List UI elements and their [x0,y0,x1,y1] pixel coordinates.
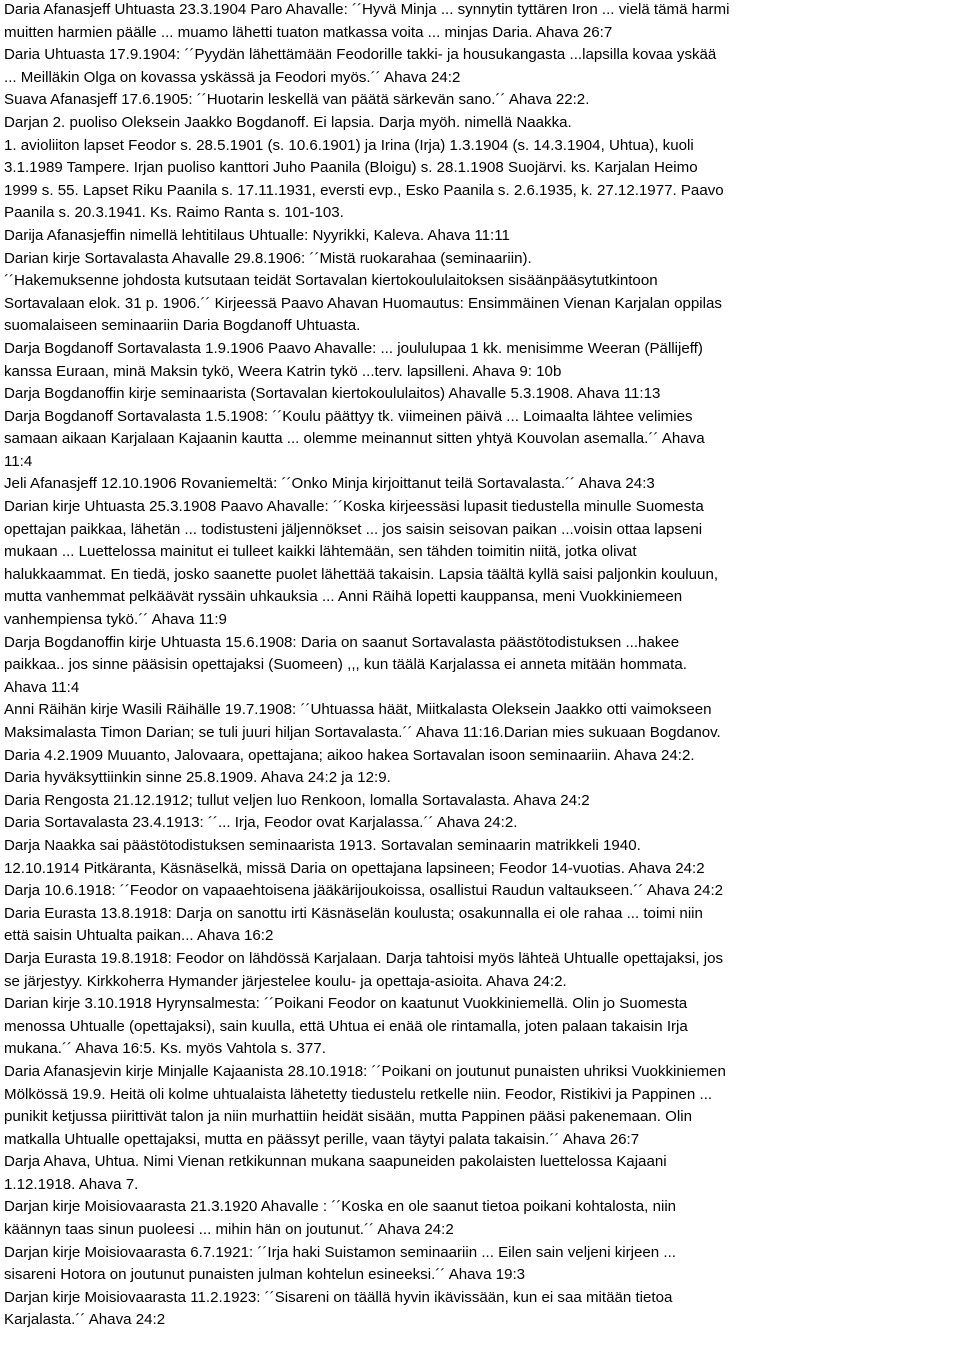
text-line: vanhempiensa tykö.´´ Ahava 11:9 [4,611,227,629]
text-line: 1. avioliiton lapset Feodor s. 28.5.1901 (s. 10.6.1901) ja Irina (Irja) 1.3.1904 (s. 14.3.1904, Uhtua), kuoli [4,136,694,154]
text-line: kanssa Euraan, minä Maksin tykö, Weera Katrin tykö ...terv. lapsilleni. Ahava 9: 10b [4,362,562,380]
text-line: Mölkössä 19.9. Heitä oli kolme uhtualaista lähetetty tiedustelu retkelle niin. Feodor, Ristikivi ja Pappinen ... [4,1085,713,1103]
text-line: paikkaa.. jos sinne pääsisin opettajaksi (Suomeen) ,,, kun täälä Karjalassa ei anneta mitään hommata. [4,656,687,674]
document-page [4,0,958,1332]
text-line: se järjestyy. Kirkkoherra Hymander järjesteleе koulu- ja opettaja-asioita. Ahava 24:2. [4,972,567,990]
text-line: Maksimalasta Timon Darian; se tuli juuri hiljan Sortavalasta.´´ Ahava 11:16.Darian mies sukuaan Bogdanov. [4,724,721,741]
text-line: Daria Rengosta 21.12.1912; tullut veljen luo Renkoon, lomalla Sortavalasta. Ahava 24:2 [4,791,590,809]
text-line: suomalaiseen seminaariin Daria Bogdanoff Uhtuasta. [4,317,361,335]
text-line: Darja Bogdanoffin kirje seminaarista (Sortavalan kiertokoululaitos) Ahavalle 5.3.1908. Ahava 11:13 [4,385,661,403]
text-line: Darja Eurasta 19.8.1918: Feodor on lähdössä Karjalaan. Darja tahtoisi myös lähteä Uhtualle opettajaksi, jos [4,949,724,967]
text-line: Daria Uhtuasta 17.9.1904: ´´Pyydän lähettämään Feodorille takki- ja housukangasta ...lapsilla kovaa yskää [4,46,717,64]
text-line: Darja Ahava, Uhtua. Nimi Vienan retkikunnan mukana saapuneiden pakolaisten luettelossa Kajaani [4,1153,667,1171]
text-line: Darja 10.6.1918: ´´Feodor on vapaaehtoisena jääkärijoukoissa, osallistui Raudun valtaukseen.´´ Ahava 24:2 [4,882,724,900]
text-line: ´´Hakemuksenne johdosta kutsutaan teidät Sortavalan kiertokoululaitoksen sisäänpääsytutkintoon [4,272,658,290]
text-line: Daria Eurasta 13.8.1918: Darja on sanottu irti Käsnäselän koulusta; osakunnalla ei ole rahaa ... toimi niin [4,904,703,922]
text-line: samaan aikaan Karjalaan Kajaanin kautta ... olemme meinannut sitten yhtyä Kouvolan asemalla.´´ Ahava [4,430,705,448]
text-line: Darja Bogdanoff Sortavalasta 1.5.1908: ´´Koulu päättyy tk. viimeinen päivä ... Loimaalta lähtee velimies [4,407,693,425]
text-line: 1999 s. 55. Lapset Riku Paanila s. 17.11.1931, eversti evp., Esko Paanila s. 2.6.1935, k. 27.12.1977. Paavo [4,181,724,199]
text-line: mutta vanhemmat pelkäävät ryssäin uhkauksia ... Anni Räihä lopetti kauppansa, meni Vuokkiniemeen [4,588,683,606]
text-line: 12.10.1914 Pitkäranta, Käsnäselkä, missä Daria on opettajana lapsineen; Feodor 14-vuotias. Ahava 24:2 [4,859,705,877]
text-line: Ahava 11:4 [4,678,80,696]
text-line: käännyn taas sinun puoleesi ... mihin hän on joutunut.´´ Ahava 24:2 [4,1221,454,1239]
text-line: ... Meilläkin Olga on kovassa yskässä ja Feodori myös.´´ Ahava 24:2 [4,68,461,86]
text-line: sisareni Hotora on joutunut punaisten julman kohtelun esineeksi.´´ Ahava 19:3 [4,1266,526,1284]
text-line: muitten harmien päälle ... muamo lähetti tuaton matkassa voita ... minjas Daria. Ahava 26:7 [4,23,613,41]
text-line: 3.1.1989 Tampere. Irjan puoliso kanttori Juho Paanila (Bloigu) s. 28.1.1908 Suojärvi. ks. Karjalan Heimo [4,159,698,177]
text-line: Darija Afanasjeffin nimellä lehtitilaus Uhtualle: Nyyrikki, Kaleva. Ahava 11:11 [4,226,510,244]
text-line: että saisin Uhtualta paikan... Ahava 16:2 [4,927,274,945]
text-line: Darja Bogdanoffin kirje Uhtuasta 15.6.1908: Daria on saanut Sortavalasta päästötodistuksen ...hakee [4,633,680,651]
text-line: opettajan paikkaa, lähetän ... todistusteni jäljennökset ... jos saisin seisovan paikan ...voisin ottaa lapseni [4,520,703,538]
text-line: Darjan kirje Moisiovaarasta 11.2.1923: ´´Sisareni on täällä hyvin ikävissään, kun ei saa mitään tietoa [4,1288,673,1306]
text-line: Darian kirje Uhtuasta 25.3.1908 Paavo Ahavalle: ´´Koska kirjeessäsi lupasit tiedustella minulle Suomesta [4,498,704,516]
text-line: Darjan kirje Moisiovaarasta 6.7.1921: ´´Irja haki Suistamon seminaariin ... Eilen sain veljeni kirjeen ... [4,1243,676,1261]
text-line: mukana.´´ Ahava 16:5. Ks. myös Vahtola s. 377. [4,1040,326,1058]
text-line: Daria Sortavalasta 23.4.1913: ´´... Irja, Feodor ovat Karjalassa.´´ Ahava 24:2. [4,814,518,832]
text-line: Darian kirje Sortavalasta Ahavalle 29.8.1906: ´´Mistä ruokarahaa (seminaariin). [4,249,532,267]
text-line: Darja Bogdanoff Sortavalasta 1.9.1906 Paavo Ahavalle: ... joululupaa 1 kk. menisimme Weeran (Pällijeff) [4,339,703,357]
text-line: Daria 4.2.1909 Muuanto, Jalovaara, opettajana; aikoo hakea Sortavalan isoon seminaariin. Ahava 24:2. [4,746,695,764]
text-line: Daria Afanasjevin kirje Minjalle Kajaanista 28.10.1918: ´´Poikani on joutunut punaisten uhriksi Vuokkiniemen [4,1062,726,1080]
text-line: Karjalasta.´´ Ahava 24:2 [4,1311,166,1329]
text-line: Darjan kirje Moisiovaarasta 21.3.1920 Ahavalle : ´´Koska en ole saanut tietoa poikani kohtalosta, niin [4,1198,677,1216]
text-line: punikit ketjussa piirittivät talon ja niin murhattiin heidät sisään, mutta Pappinen pääsi pakenemaan. Olin [4,1108,692,1126]
text-line: Darjan 2. puoliso Oleksein Jaakko Bogdanoff. Ei lapsia. Darja myöh. nimellä Naakka. [4,113,572,131]
text-line: Darja Naakka sai päästötodistuksen seminaarista 1913. Sortavalan seminaarin matrikkeli 1940. [4,836,641,854]
text-line: mukaan ... Luettelossa mainitut ei tulleet kaikki lähtemään, sen tähden toimitin niitä, jotka olivat [4,543,637,561]
text-line: Sortavalaan elok. 31 p. 1906.´´ Kirjeessä Paavo Ahavan Huomautus: Ensimmäinen Vienan Karjalan oppilas [4,294,722,312]
text-line: Jeli Afanasjeff 12.10.1906 Rovaniemeltä: ´´Onko Minja kirjoittanut teilä Sortavalasta.´´ Ahava 24:3 [4,475,655,493]
text-line: Daria hyväksyttiinkin sinne 25.8.1909. Ahava 24:2 ja 12:9. [4,769,391,787]
text-line: 1.12.1918. Ahava 7. [4,1175,139,1193]
text-line: Darian kirje 3.10.1918 Hyrynsalmesta: ´´Poikani Feodor on kaatunut Vuokkiniemellä. Olin jo Suomesta [4,995,688,1013]
text-line: Daria Afanasjeff Uhtuasta 23.3.1904 Paro Ahavalle: ´´Hyvä Minja ... synnytin tyttären Iron ... vielä tämä harmi [4,1,730,18]
text-line: Suava Afanasjeff 17.6.1905: ´´Huotarin leskellä van päätä särkevän sano.´´ Ahava 22:2. [4,91,590,109]
text-line: 11:4 [4,452,33,470]
text-line: menossa Uhtualle (opettajaksi), sain kuulla, että Uhtua ei enää ole rintamalla, joten palaan takaisin Irja [4,1017,688,1035]
text-line: matkalla Uhtualle opettajaksi, mutta en päässyt perille, vaan täytyi palata takaisin.´´ Ahava 26:7 [4,1130,640,1148]
text-line: Paanila s. 20.3.1941. Ks. Raimo Ranta s. 101-103. [4,204,344,222]
text-line: Anni Räihän kirje Wasili Räihälle 19.7.1908: ´´Uhtuassa häät, Miitkalasta Oleksein Jaakko otti vaimokseen [4,701,712,719]
text-line: halukkaammat. En tiedä, josko saanette puolet lähettää takaisin. Lapsia täältä kyllä saisi paljonkin kouluun, [4,565,719,583]
